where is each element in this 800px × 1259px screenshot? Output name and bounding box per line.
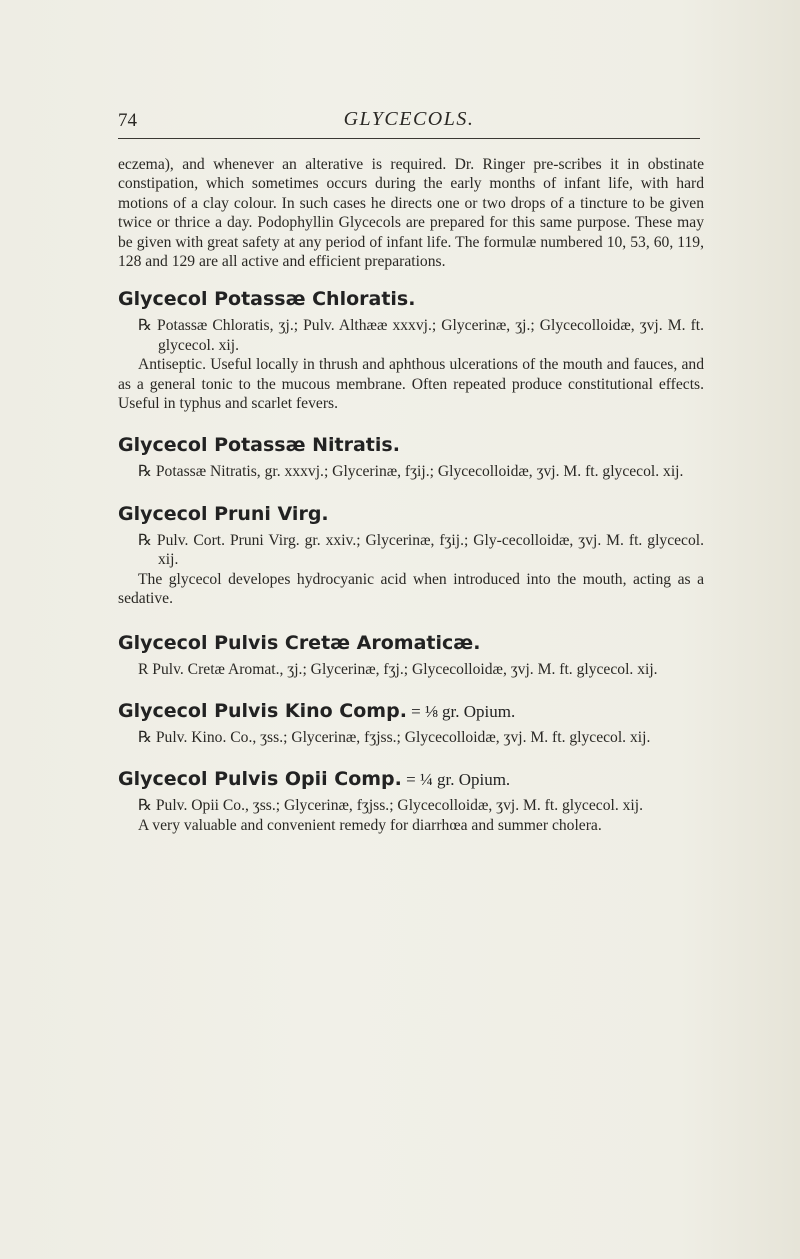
recipe-potassae-chloratis [118,287,704,413]
running-head: GLYCECOLS. [343,108,475,130]
recipe-prescription: ℞ Potassæ Chloratis, ʒj.; Pulv. Althææ xxxvj.; Glycerinæ, ʒj.; Glycecolloidæ, ʒvj. M. ft. glycecol. xij. [138,317,704,354]
recipe-pulvis-cretae-aromaticae [118,631,704,679]
recipe-heading: Glycecol Pulvis Opii Comp. = ¼ gr. Opium. [118,768,511,791]
recipe-note: Antiseptic. Useful locally in thrush and aphthous ulcerations of the mouth and fauces, and as a general tonic to the mucous membrane. Often repeated produce constitutional effects. Useful in typhus and scarlet fevers. [118,356,704,413]
recipe-heading: Glycecol Potassæ Chloratis. [118,288,416,311]
recipe-pruni-virg [118,502,704,609]
intro-paragraph: eczema), and whenever an alterative is required. Dr. Ringer pre-scribes it in obstinate constipation, which sometimes occurs during the early months of infant life, with hard motions of a clay colour. In such cases he directs one or two drops of a tincture to be given twice or thrice a day. Podophyllin Glycecols are prepared for this same purpose. These may be given with great safety at any period of infant life. The formulæ numbered 10, 53, 60, 119, 128 and 129 are all active and efficient preparations. [118,156,704,271]
page-number: 74 [118,110,137,131]
recipe-prescription: R Pulv. Cretæ Aromat., ʒj.; Glycerinæ, fʒj.; Glycecolloidæ, ʒvj. M. ft. glycecol. xij. [138,660,658,678]
recipe-prescription: ℞ Pulv. Kino. Co., ʒss.; Glycerinæ, fʒjss.; Glycecolloidæ, ʒvj. M. ft. glycecol. xij. [138,728,651,746]
recipe-heading: Glycecol Potassæ Nitratis. [118,434,400,457]
recipe-note: The glycecol developes hydrocyanic acid when introduced into the mouth, acting as a sedative. [118,570,704,608]
recipe-note: A very valuable and convenient remedy for diarrhœa and summer cholera. [138,816,602,834]
page-header [118,106,700,139]
recipe-prescription: ℞ Pulv. Opii Co., ʒss.; Glycerinæ, fʒjss.; Glycecolloidæ, ʒvj. M. ft. glycecol. xij. [138,797,643,815]
recipe-prescription: ℞ Pulv. Cort. Pruni Virg. gr. xxiv.; Glycerinæ, fʒij.; Gly-cecolloidæ, ʒvj. M. ft. glycecol. xij. [138,531,704,569]
recipe-heading: Glycecol Pulvis Cretæ Aromaticæ. [118,631,481,654]
recipe-pulvis-opii-comp [118,767,704,835]
recipe-prescription: ℞ Potassæ Nitratis, gr. xxxvj.; Glycerinæ, fʒij.; Glycecolloidæ, ʒvj. M. ft. glycecol. xij. [138,463,684,481]
recipe-heading: Glycecol Pruni Virg. [118,502,329,525]
page-body [118,155,704,835]
recipe-potassae-nitratis [118,433,704,481]
recipe-heading: Glycecol Pulvis Kino Comp. = ⅛ gr. Opium. [118,699,516,722]
recipe-pulvis-kino-comp [118,699,704,747]
